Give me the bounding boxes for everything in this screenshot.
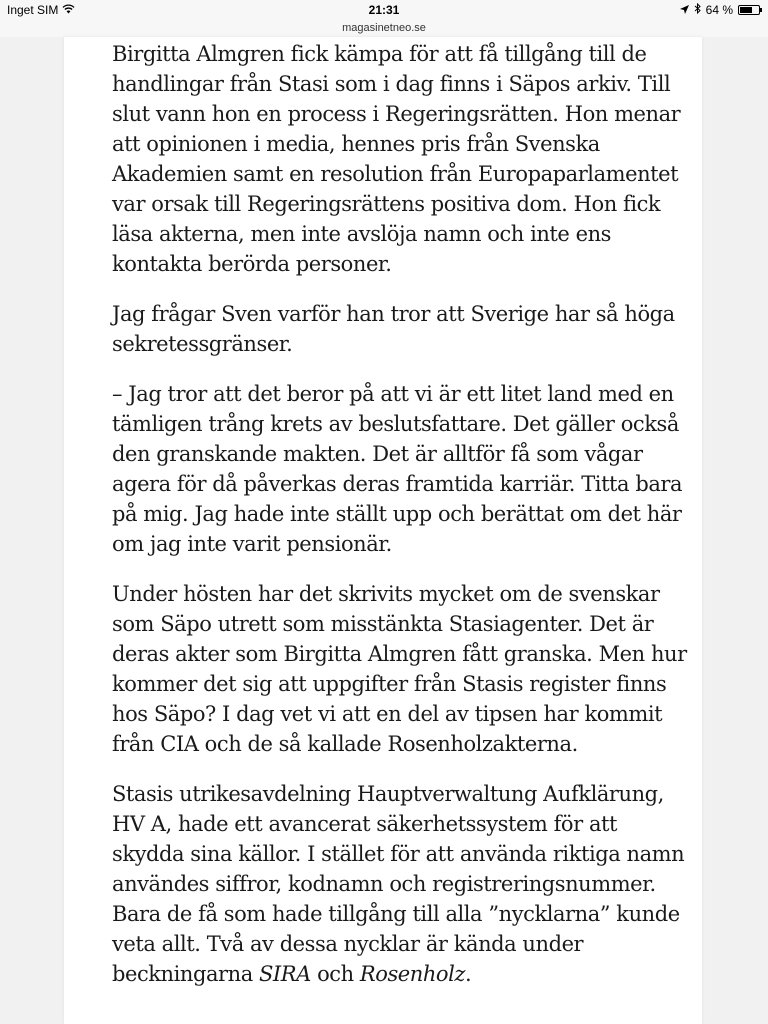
clock: 21:31 xyxy=(368,3,400,17)
status-bar xyxy=(0,0,768,21)
article-paragraph: – Jag tror att det beror på att vi är ett litet land med en tämligen trång krets av beslutsfattare. Det gäller också den granskande makten. Det är alltför få som vågar agera för då påverkas deras framtida karriär. Titta bara på mig. Jag hade inte ställt upp och berättat om det här om jag inte varit pensionär. xyxy=(112,382,683,556)
article-paragraph-last: Stasis utrikesavdelning Hauptverwaltung Aufklärung, HV A, hade ett avancerat säkerhetssystem för att skydda sina källor. I stället för att använda riktiga namn användes siffror, kodnamn och registreringsnummer. Bara de få som hade tillgång till alla ”nycklarna” kunde veta allt. Två av dessa nycklar är kända under beckningarna SIRA och Rosenholz. xyxy=(112,782,685,986)
code-name-rosenholz: Rosenholz xyxy=(359,962,465,986)
status-right xyxy=(680,3,760,17)
battery-icon xyxy=(738,5,760,15)
article-body xyxy=(112,39,690,1009)
location-arrow-icon xyxy=(680,3,689,17)
battery-percent: 64 % xyxy=(705,3,733,17)
address-bar[interactable] xyxy=(0,21,768,37)
carrier-label: Inget SIM xyxy=(7,3,59,17)
article-paragraph: Birgitta Almgren fick kämpa för att få tillgång till de handlingar från Stasi som i dag finns i Säpos arkiv. Till slut vann hon en process i Regeringsrätten. Hon menar att opinionen i media, hennes pris från Svenska Akademien samt en resolution från Europaparlamentet var orsak till Regeringsrättens positiva dom. Hon fick läsa akterna, men inte avslöja namn och inte ens kontakta berörda personer. xyxy=(112,42,681,276)
bluetooth-icon xyxy=(694,3,701,17)
article-paragraph: Under hösten har det skrivits mycket om de svenskar som Säpo utrett som misstänkta Stasiagenter. Det är deras akter som Birgitta Almgren fått granska. Men hur kommer det sig att uppgifter från Stasis register finns hos Säpo? I dag vet vi att en del av tipsen har kommit från CIA och de så kallade Rosenholzakterna. xyxy=(112,582,687,756)
battery-level xyxy=(740,7,752,13)
article-page xyxy=(64,37,702,1024)
article-paragraph: Jag frågar Sven varför han tror att Sverige har så höga sekretessgränser. xyxy=(112,302,675,356)
url-text: magasinetneo.se xyxy=(342,22,426,34)
code-name-sira: SIRA xyxy=(259,962,311,986)
